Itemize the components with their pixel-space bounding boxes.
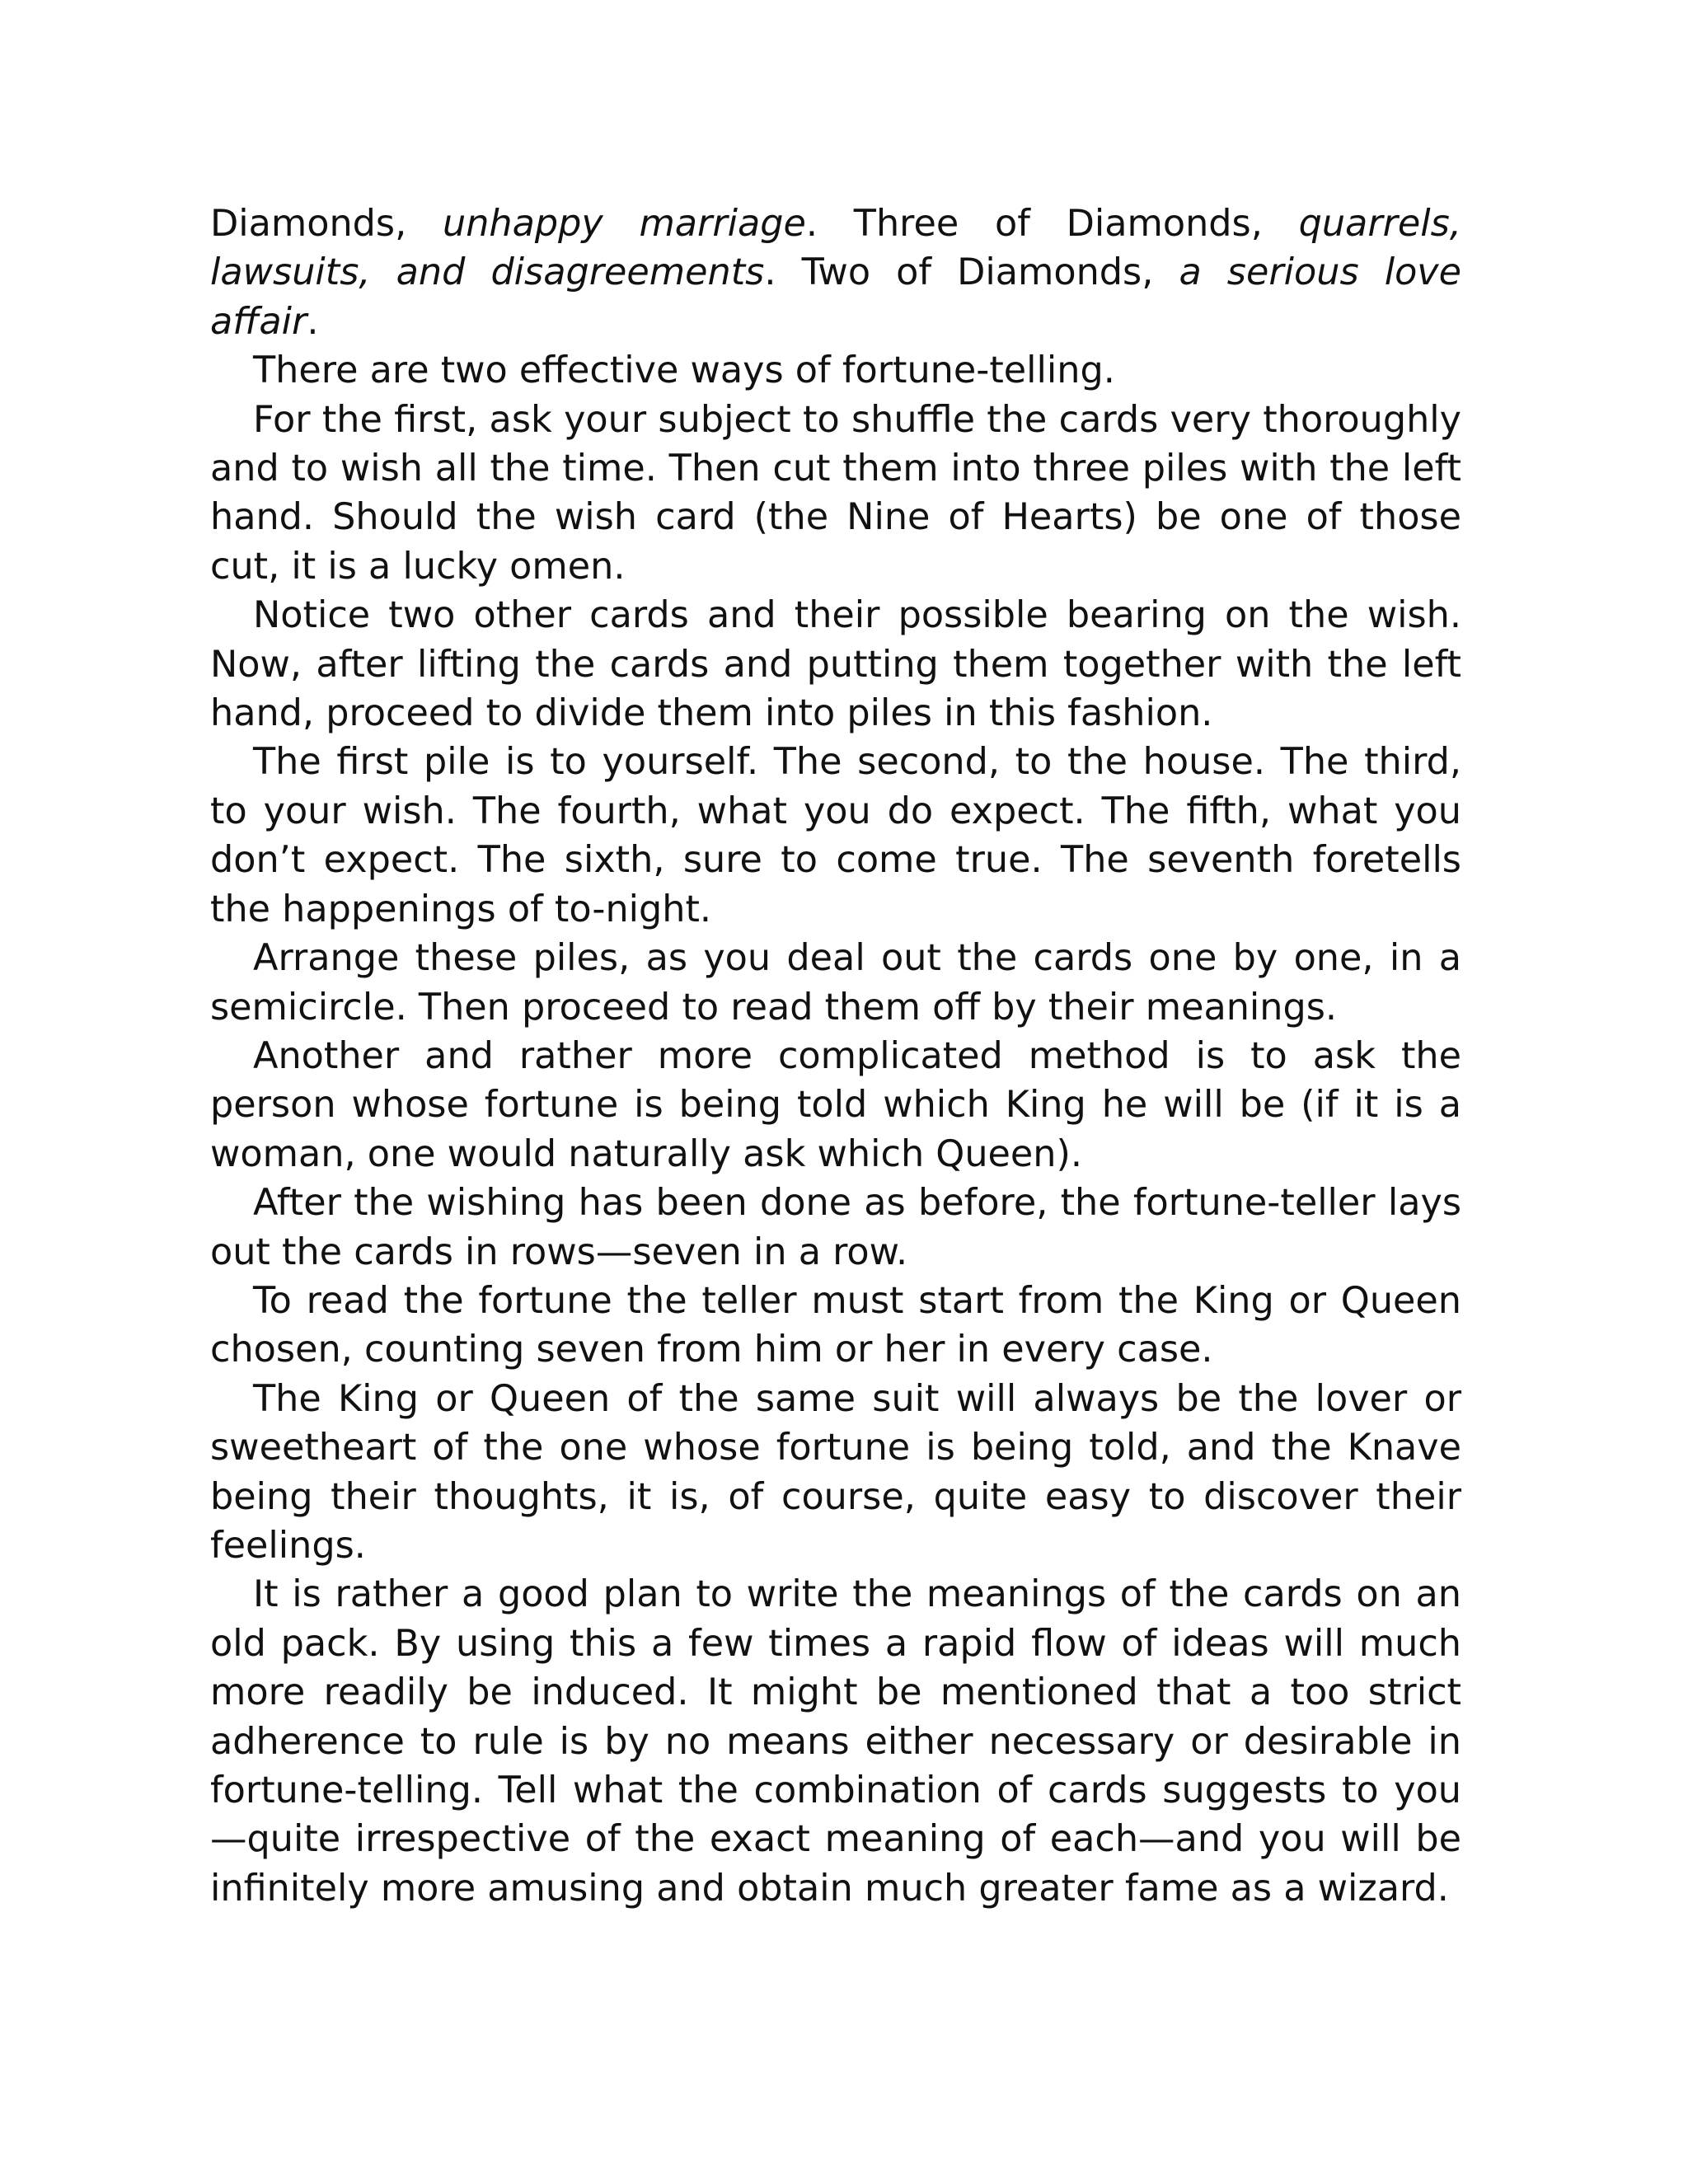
paragraph [210,934,1461,1032]
text-run: There are two effective ways of fortune-telling. [253,349,1115,392]
paragraph [210,1032,1461,1179]
text-run: . Two of Diamonds, [764,251,1179,294]
paragraph [210,1277,1461,1375]
text-run: After the wishing has been done as before, the fortune-teller lays out the cards in rows—seven in a row. [210,1182,1461,1273]
text-run: To read the fortune the teller must start from the King or Queen chosen, counting seven from him or her in every case. [210,1279,1461,1371]
text-run: Diamonds, [210,203,443,245]
paragraph [210,1179,1461,1277]
text-run: For the first, ask your subject to shuffle the cards very thoroughly and to wish all the time. Then cut them into three piles with the left hand. Should the wish card (the Nine of Hearts) be one of those cut, it is a lucky omen. [210,398,1461,588]
text-run: Arrange these piles, as you deal out the cards one by one, in a semicircle. Then proceed to read them off by their meanings. [210,937,1461,1029]
italic-text: a serious love affair [210,251,1462,343]
paragraph [210,591,1461,738]
italic-text: quarrels, lawsuits, and disagreements [210,203,1461,294]
paragraph [210,396,1461,592]
page-body-text [210,199,1461,1913]
paragraph [210,346,1461,395]
text-run: It is rather a good plan to write the meanings of the cards on an old pack. By using this a few times a rapid flow of ideas will much more readily be induced. It might be mentioned that a too strict adherence to rule is by no means either necessary or desirable in fortune-telling. Tell what the combination of cards suggests to you—quite irrespective of the exact meaning of each—and you will be infinitely more amusing and obtain much greater fame as a wizard. [210,1573,1461,1910]
paragraph [210,1570,1461,1913]
paragraph [210,1375,1461,1571]
paragraph [210,738,1461,934]
text-run: Notice two other cards and their possible bearing on the wish. Now, after lifting the cards and putting them together with the left hand, proceed to divide them into piles in this fashion. [210,594,1461,735]
text-run: Another and rather more complicated method is to ask the person whose fortune is being told which King he will be (if it is a woman, one would naturally ask which Queen). [210,1034,1461,1175]
text-run: The first pile is to yourself. The second, to the house. The third, to your wish. The fourth, what you do expect. The fifth, what you don’t expect. The sixth, sure to come true. The seventh foretells the happenings of to-night. [210,741,1461,930]
italic-text: unhappy marriage [443,203,806,245]
text-run: The King or Queen of the same suit will always be the lover or sweetheart of the one whose fortune is being told, and the Knave being their thoughts, it is, of course, quite easy to discover their feelings. [210,1377,1461,1567]
text-run: . Three of Diamonds, [805,203,1299,245]
text-run: . [307,300,319,343]
paragraph [210,199,1461,346]
